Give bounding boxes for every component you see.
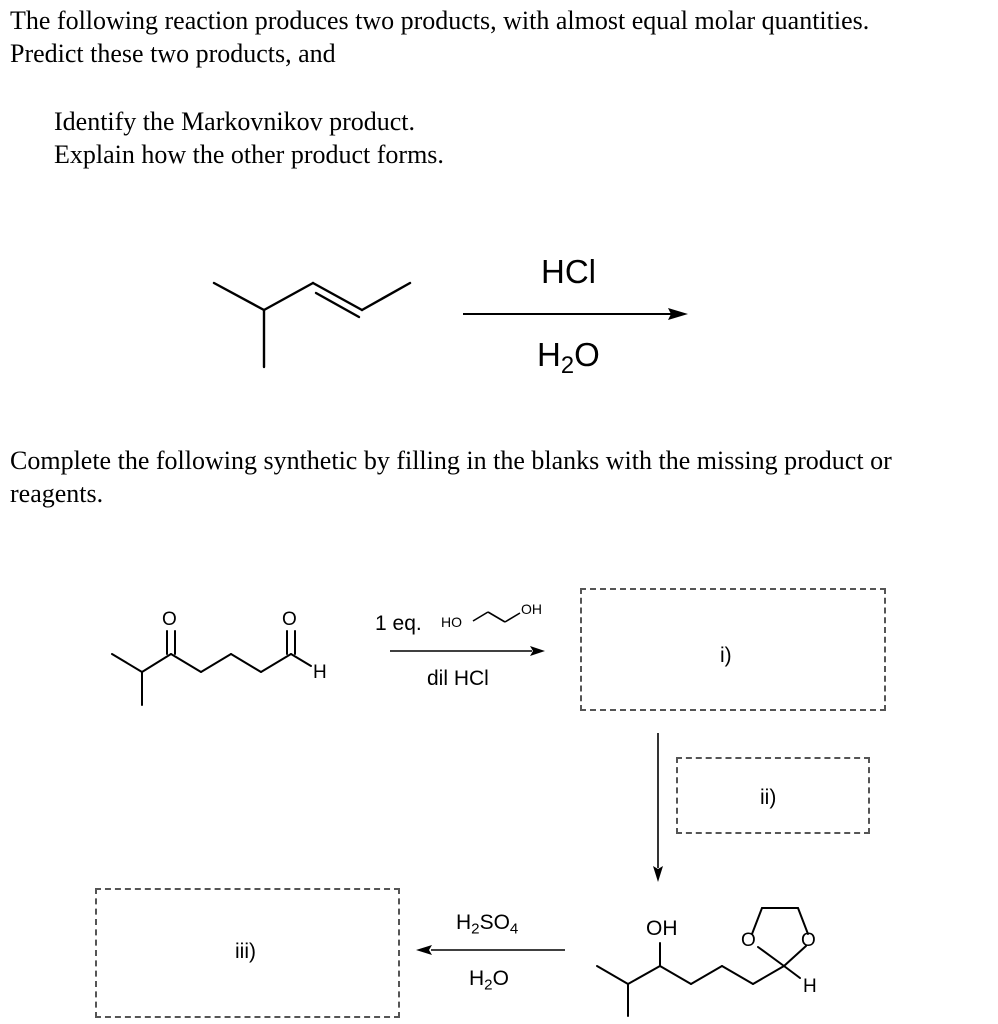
start-carbonyl-oxygen-1: O	[162, 609, 177, 630]
question1-line2: Predict these two products, and	[10, 39, 336, 68]
reaction1-arrow	[463, 308, 688, 320]
step1-condition: dil HCl	[427, 667, 489, 690]
start-material-skeleton	[112, 631, 311, 705]
question1-sub1: Identify the Markovnikov product.	[54, 107, 416, 136]
product-acetal-oxygen-1: O	[741, 930, 756, 951]
step1-arrow	[390, 646, 545, 656]
product-hydroxyl-label: OH	[646, 917, 678, 940]
blank-label-ii: ii)	[760, 786, 777, 809]
hydroxy-acetal-skeleton	[597, 908, 808, 1016]
start-aldehyde-hydrogen: H	[313, 662, 327, 683]
step3-reagent-top: $H_2SO_4$	[456, 911, 519, 938]
question1-line1: The following reaction produces two products, with almost equal molar quantities.	[10, 6, 870, 35]
step1-equivalents: 1 eq.	[375, 612, 422, 635]
question2-line2: reagents.	[10, 479, 104, 508]
question1-sub2: Explain how the other product forms.	[54, 140, 444, 169]
blank-label-iii: iii)	[235, 940, 256, 963]
blank-box-i[interactable]	[580, 588, 886, 711]
blank-label-i: i)	[720, 644, 732, 667]
question2-line1: Complete the following synthetic by filling in the blanks with the missing product or	[10, 446, 892, 475]
step1-oh-label: OH	[521, 601, 542, 617]
step3-reagent-bottom: $H_2O$	[469, 967, 509, 994]
reactant-alkene-skeleton	[214, 283, 410, 367]
ethylene-glycol-skeleton	[473, 612, 520, 622]
step3-arrow	[416, 945, 565, 955]
reaction1-reagent-bottom: $H_2O$	[537, 336, 600, 380]
step1-ho-label: HO	[441, 614, 462, 630]
product-acetal-hydrogen: H	[803, 976, 817, 997]
start-carbonyl-oxygen-2: O	[282, 609, 297, 630]
product-acetal-oxygen-2: O	[801, 930, 816, 951]
step2-arrow	[653, 733, 663, 882]
reaction1-reagent-top: HCl	[541, 253, 596, 290]
